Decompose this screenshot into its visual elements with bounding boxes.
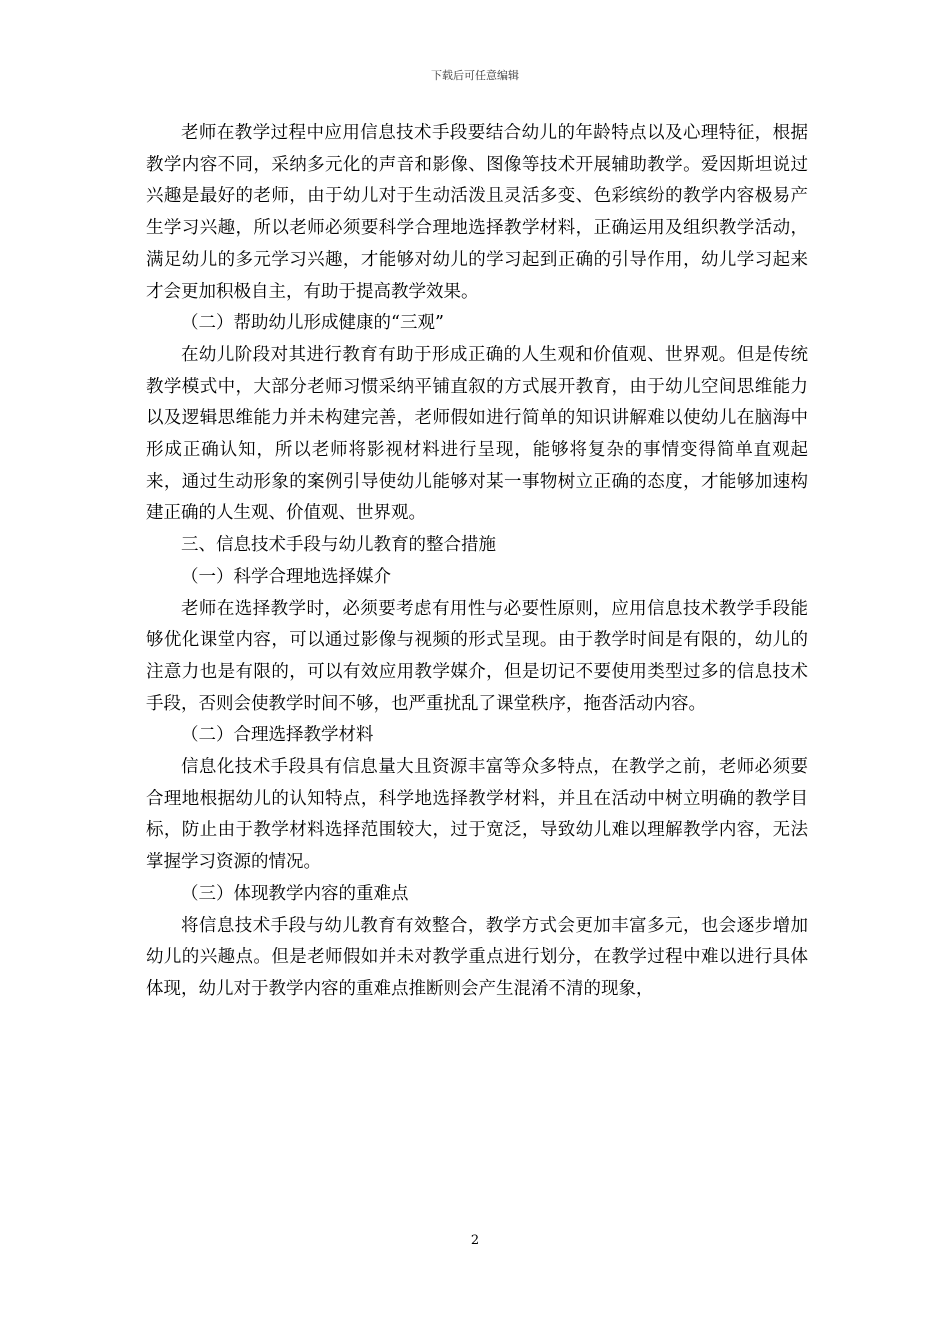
section-heading: （一）科学合理地选择媒介	[181, 566, 391, 587]
section-heading: （二）合理选择教学材料	[181, 725, 374, 746]
section-heading: 三、信息技术手段与幼儿教育的整合措施	[181, 535, 496, 556]
document-body	[146, 118, 808, 1006]
page-number: 2	[470, 1233, 480, 1248]
body-paragraph: 老师在教学过程中应用信息技术手段要结合幼儿的年龄特点以及心理特征，根据教学内容不同，采纳多元化的声音和影像、图像等技术开展辅助教学。爱因斯坦说过兴趣是最好的老师，由于幼儿对于生动活泼且灵活多变、色彩缤纷的教学内容极易产生学习兴趣，所以老师必须要科学合理地选择教学材料，正确运用及组织教学活动，满足幼儿的多元学习兴趣，才能够对幼儿的学习起到正确的引导作用，幼儿学习起来才会更加积极自主，有助于提高教学效果。	[146, 123, 808, 302]
section-heading: （二）帮助幼儿形成健康的“三观”	[181, 313, 444, 334]
section-heading: （三）体现教学内容的重难点	[181, 883, 409, 904]
page-header: 下载后可任意编辑	[431, 69, 519, 82]
body-paragraph: 信息化技术手段具有信息量大且资源丰富等众多特点，在教学之前，老师必须要合理地根据幼儿的认知特点，科学地选择教学材料，并且在活动中树立明确的教学目标，防止由于教学材料选择范围较大，过于宽泛，导致幼儿难以理解教学内容，无法掌握学习资源的情况。	[146, 757, 808, 873]
body-paragraph: 在幼儿阶段对其进行教育有助于形成正确的人生观和价值观、世界观。但是传统教学模式中，大部分老师习惯采纳平铺直叙的方式展开教育，由于幼儿空间思维能力以及逻辑思维能力并未构建完善，老师假如进行简单的知识讲解难以使幼儿在脑海中形成正确认知，所以老师将影视材料进行呈现，能够将复杂的事情变得简单直观起来，通过生动形象的案例引导使幼儿能够对某一事物树立正确的态度，才能够加速构建正确的人生观、价值观、世界观。	[146, 344, 808, 524]
body-paragraph: 将信息技术手段与幼儿教育有效整合，教学方式会更加丰富多元，也会逐步增加幼儿的兴趣点。但是老师假如并未对教学重点进行划分，在教学过程中难以进行具体体现，幼儿对于教学内容的重难点推断则会产生混淆不清的现象，	[146, 915, 808, 999]
body-paragraph: 老师在选择教学时，必须要考虑有用性与必要性原则，应用信息技术教学手段能够优化课堂内容，可以通过影像与视频的形式呈现。由于教学时间是有限的，幼儿的注意力也是有限的，可以有效应用教学媒介，但是切记不要使用类型过多的信息技术手段，否则会使教学时间不够，也严重扰乱了课堂秩序，拖沓活动内容。	[146, 598, 808, 714]
